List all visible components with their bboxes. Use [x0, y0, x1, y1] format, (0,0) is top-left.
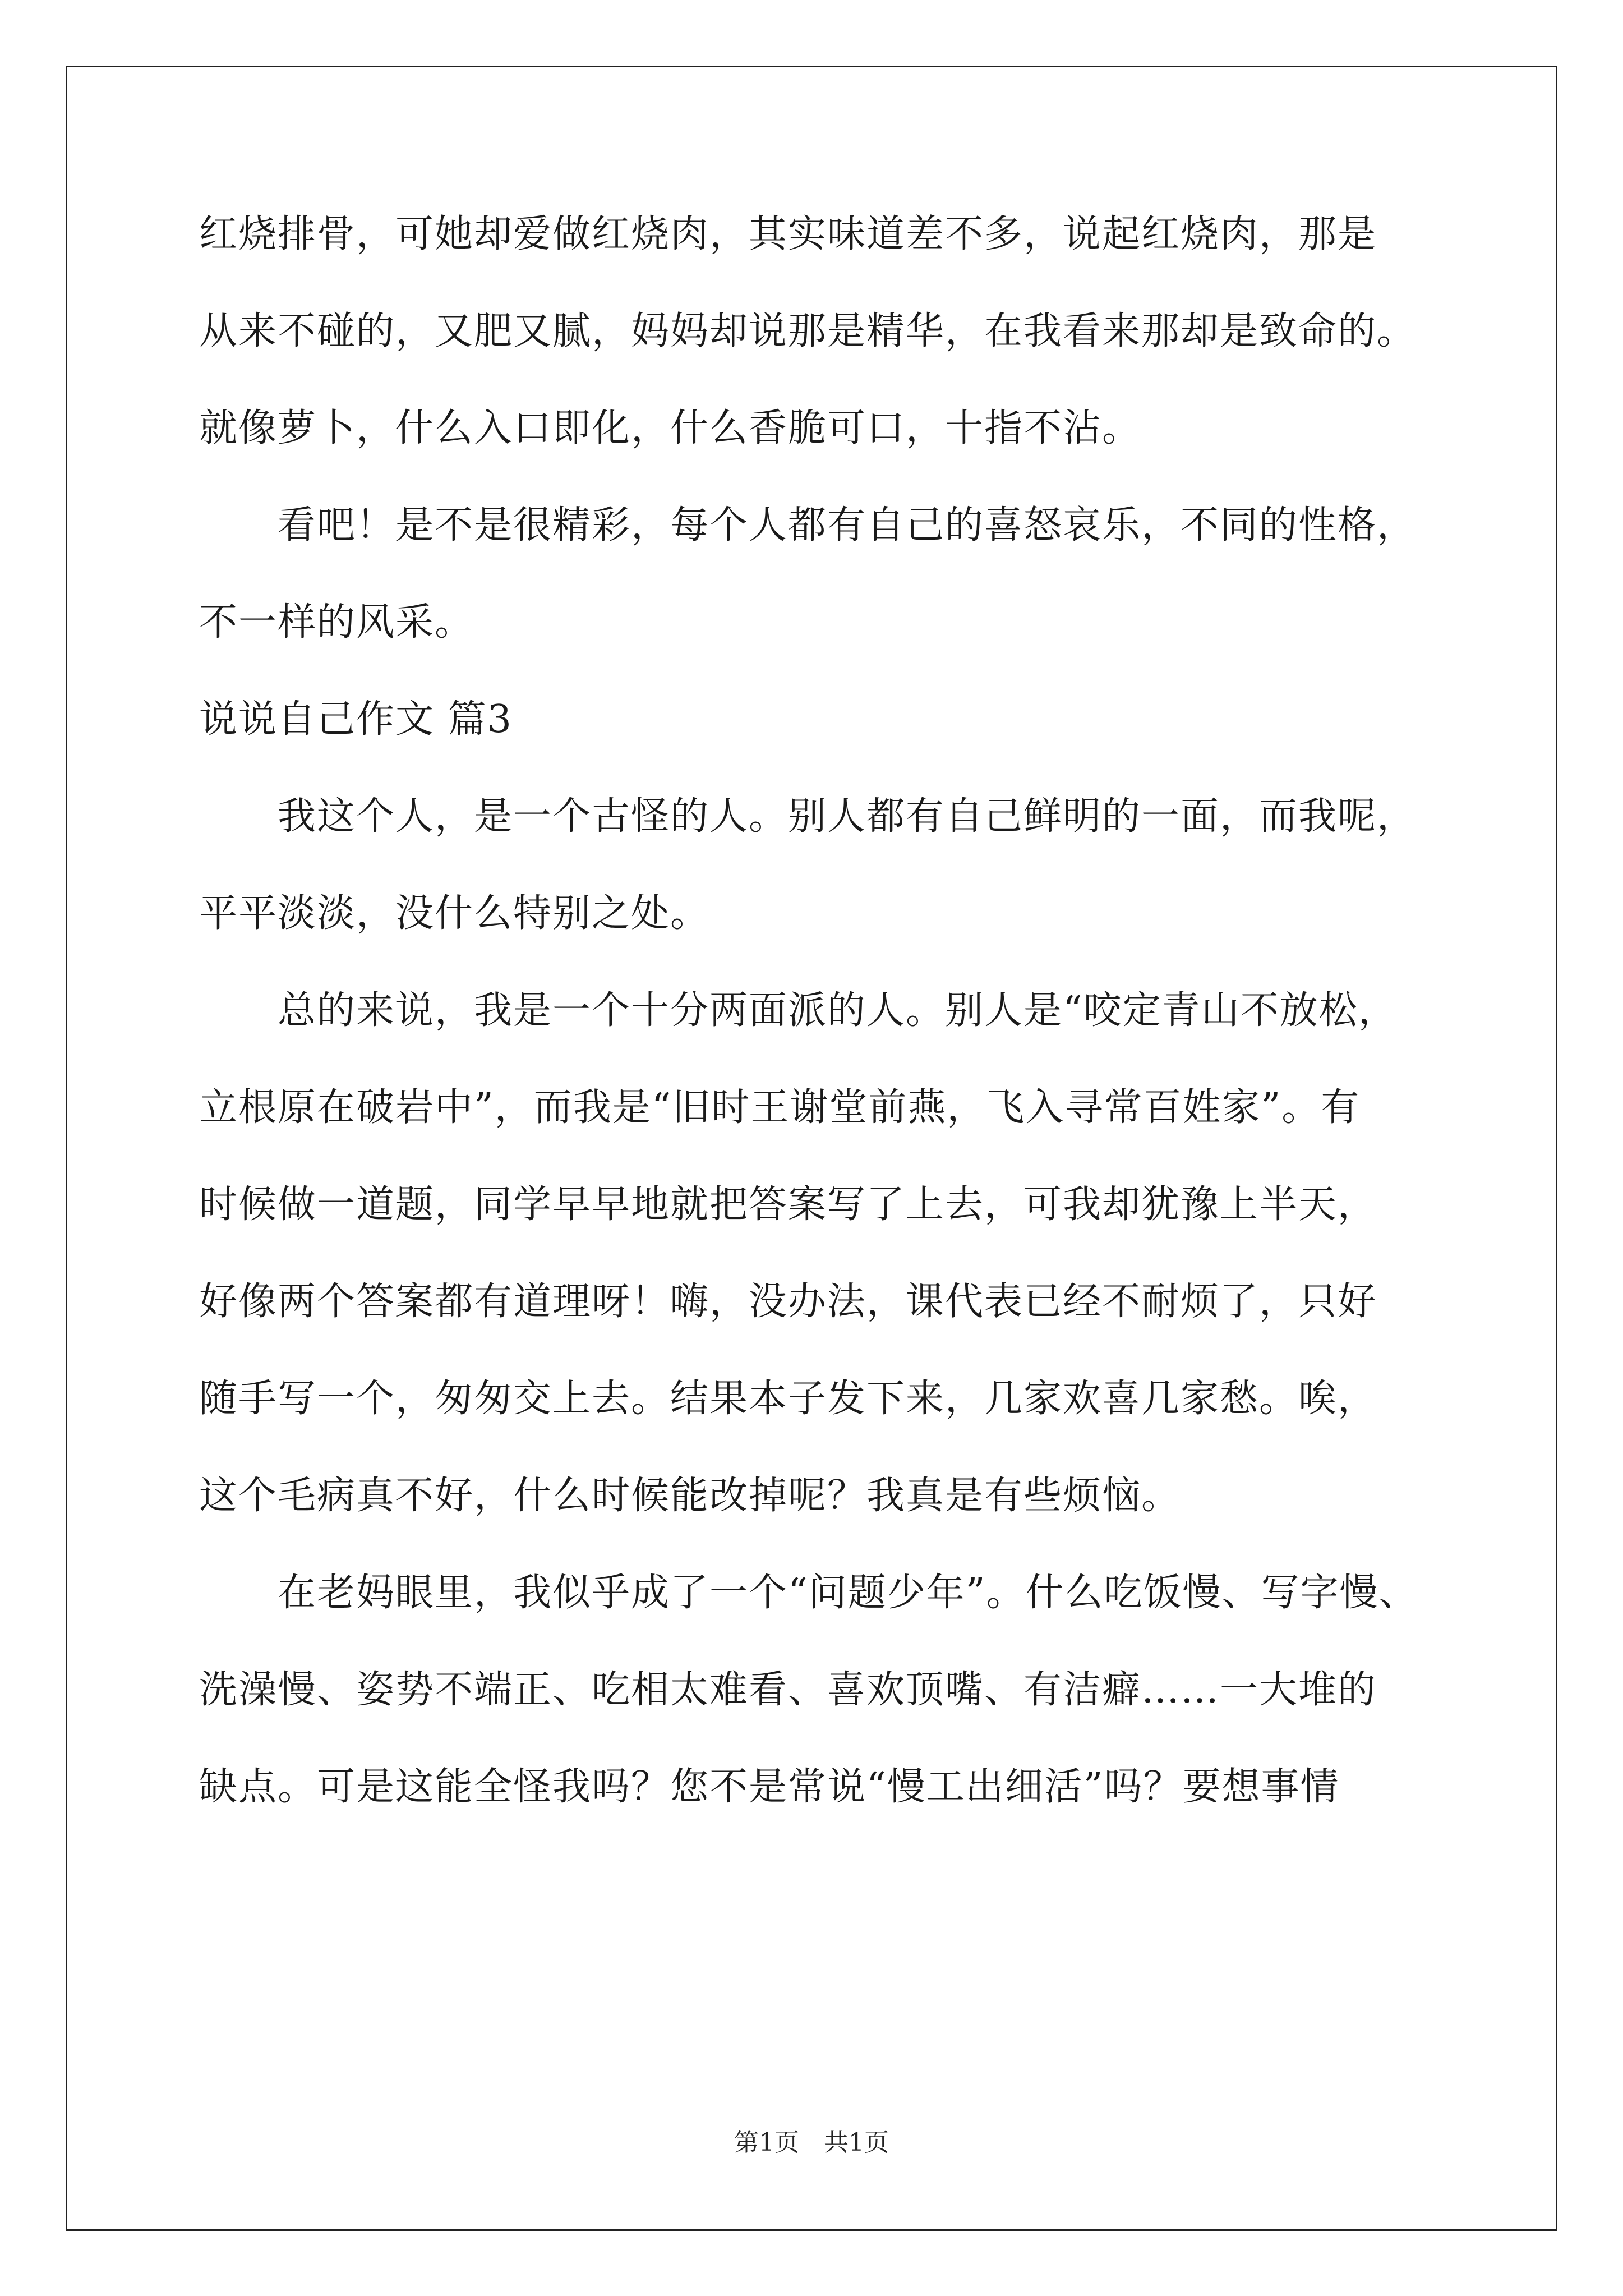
text-line: 从来不碰的，又肥又腻，妈妈却说那是精华，在我看来那却是致命的。 — [199, 309, 1417, 353]
page-number-footer: 第1页 共1页 — [734, 2128, 889, 2157]
text-line: 随手写一个，匆匆交上去。结果本子发下来，几家欢喜几家愁。唉， — [199, 1377, 1377, 1421]
text-line: 就像萝卜，什么入口即化，什么香脆可口，十指不沾。 — [199, 406, 1142, 450]
text-line: 红烧排骨，可她却爱做红烧肉，其实味道差不多，说起红烧肉，那是 — [199, 212, 1377, 256]
text-line: 不一样的风采。 — [199, 600, 474, 645]
text-line: 平平淡淡，没什么特别之处。 — [199, 891, 710, 936]
text-line: 立根原在破岩中”，而我是“旧时王谢堂前燕，飞入寻常百姓家”。有 — [199, 1085, 1361, 1130]
text-line: 总的来说，我是一个十分两面派的人。别人是“咬定青山不放松， — [199, 988, 1398, 1033]
section-heading: 说说自己作文 篇3 — [199, 697, 513, 742]
document-body — [199, 213, 1433, 1809]
text-line: 看吧！是不是很精彩，每个人都有自己的喜怒哀乐，不同的性格， — [199, 503, 1417, 547]
text-line: 好像两个答案都有道理呀！嗨，没办法，课代表已经不耐烦了，只好 — [199, 1280, 1377, 1324]
text-line: 洗澡慢、姿势不端正、吃相太难看、喜欢顶嘴、有洁癖……一大堆的 — [199, 1668, 1377, 1712]
text-line: 这个毛病真不好，什么时候能改掉呢？我真是有些烦恼。 — [199, 1474, 1181, 1518]
text-line: 缺点。可是这能全怪我吗？您不是常说“慢工出细活”吗？要想事情 — [199, 1765, 1340, 1809]
text-line: 我这个人，是一个古怪的人。别人都有自己鲜明的一面，而我呢， — [199, 794, 1417, 839]
text-line: 时候做一道题，同学早早地就把答案写了上去，可我却犹豫上半天， — [199, 1182, 1377, 1227]
text-line: 在老妈眼里，我似乎成了一个“问题少年”。什么吃饭慢、写字慢、 — [199, 1571, 1418, 1615]
